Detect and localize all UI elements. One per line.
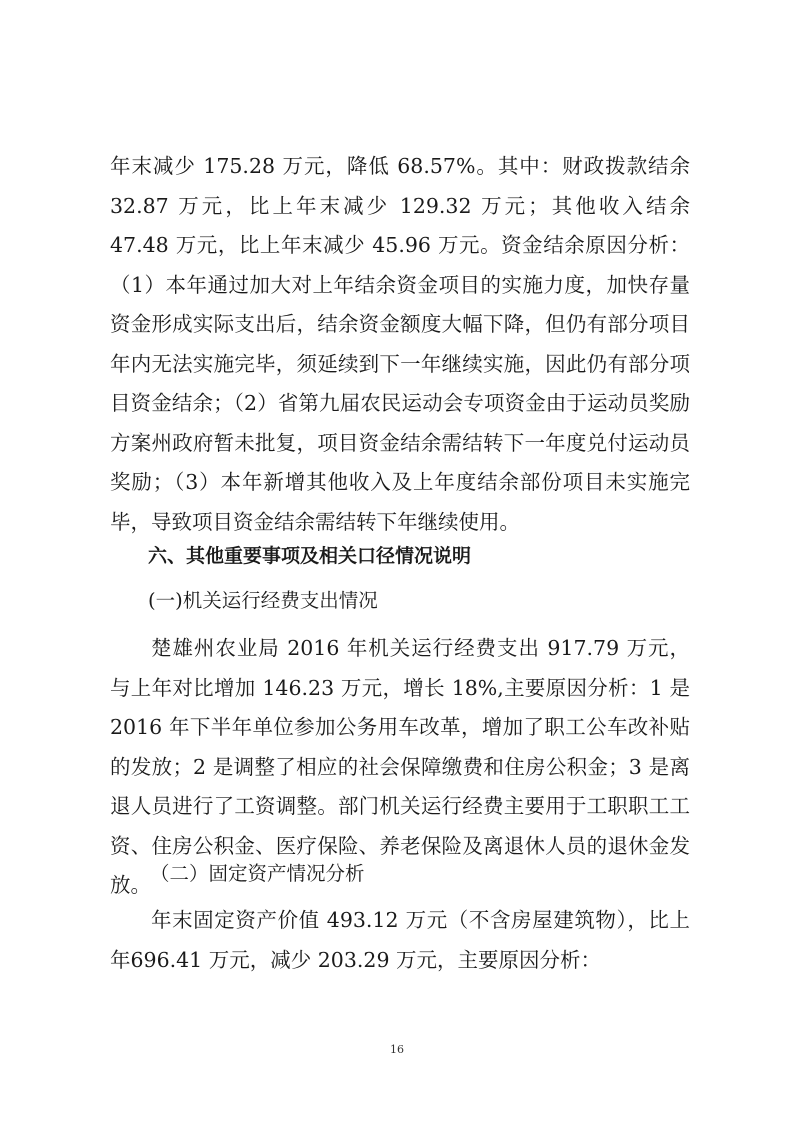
page-number: 16 [390,1043,404,1056]
body-paragraph-operating-expenses: 楚雄州农业局 2016 年机关运行经费支出 917.79 万元，与上年对比增加 146.23 万元，增长 18%,主要原因分析：1 是 2016 年下半年单位参加公务用车改革，增加了职工公车改补贴的发放；2 是调整了相应的社会保障缴费和住房公积金；3 是离退人员进行了工资调整。部门机关运行经费主要用于工职职工工资、住房公积金、医疗保险、养老保险及离退休人员的退休金发放。 [110,636,690,897]
body-paragraph-fund-balance: 年末减少 175.28 万元，降低 68.57%。其中：财政拨款结余 32.87 万元，比上年末减少 129.32 万元；其他收入结余 47.48 万元，比上年末减少 45.96 万元。资金结余原因分析：（1）本年通过加大对上年结余资金项目的实施力度，加快存量资金形成实际支出后，结余资金额度大幅下降，但仍有部分项目年内无法实施完毕，须延续到下一年继续实施，因此仍有部分项目资金结余；（2）省第九届农民运动会专项资金由于运动员奖励方案州政府暂未批复，项目资金结余需结转下一年度兑付运动员奖励；（3）本年新增其他收入及上年度结余部份项目未实施完毕，导致项目资金结余需结转下年继续使用。 [110,154,690,534]
body-paragraph-fixed-assets: 年末固定资产价值 493.12 万元（不含房屋建筑物），比上年696.41 万元，减少 203.29 万元，主要原因分析： [110,908,690,972]
subheading-operating-expenses: (一)机关运行经费支出情况 [148,589,378,612]
subheading-fixed-assets: （二）固定资产情况分析 [150,862,365,885]
section-heading: 六、其他重要事项及相关口径情况说明 [148,545,472,567]
